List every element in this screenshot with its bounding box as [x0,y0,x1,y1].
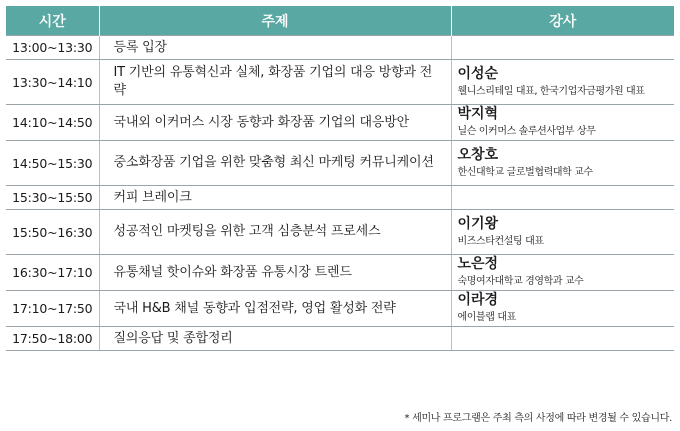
time-cell: 16:30~17:10 [6,255,99,291]
table-row [6,327,674,351]
header-speaker: 강사 [451,6,674,36]
table-header [6,6,674,36]
topic-cell: 등록 입장 [99,36,451,60]
topic-cell: 국내외 이커머스 시장 동향과 화장품 기업의 대응방안 [99,105,451,141]
header-topic: 주제 [99,6,451,36]
topic-cell: 국내 H&B 채널 동향과 입점전략, 영업 활성화 전략 [99,291,451,327]
time-cell: 15:30~15:50 [6,186,99,210]
table-row [6,36,674,60]
speaker-cell [451,36,674,60]
speaker-name: 이성순 [457,65,499,82]
table-row [6,255,674,291]
table-row [6,60,674,105]
speaker-affiliation: 닐슨 이커머스 솔루션사업부 상무 [457,126,596,137]
speaker-cell [451,60,674,105]
time-cell: 13:00~13:30 [6,36,99,60]
header-time: 시간 [6,6,99,36]
table-row [6,186,674,210]
speaker-name: 오창호 [457,146,499,163]
speaker-cell [451,327,674,351]
speaker-cell [451,186,674,210]
speaker-affiliation: 웰니스리테일 대표, 한국기업자금평가원 대표 [457,85,645,97]
speaker-cell [451,291,674,327]
table-row [6,141,674,186]
topic-cell: 중소화장품 기업을 위한 맞춤형 최신 마케팅 커뮤니케이션 [99,141,451,186]
speaker-affiliation: 숙명여자대학교 경영학과 교수 [457,276,584,287]
schedule-change-notice: * 세미나 프로그램은 주최 측의 사정에 따라 변경될 수 있습니다. [404,413,672,424]
speaker-affiliation: 한신대학교 글로벌협력대학 교수 [457,166,593,178]
table-row [6,105,674,141]
topic-cell: IT 기반의 유통혁신과 실체, 화장품 기업의 대응 방향과 전략 [99,60,451,105]
time-cell: 13:30~14:10 [6,60,99,105]
speaker-cell [451,210,674,255]
speaker-name: 이라경 [457,292,499,308]
speaker-cell [451,141,674,186]
table-row [6,210,674,255]
time-cell: 17:50~18:00 [6,327,99,351]
time-cell: 15:50~16:30 [6,210,99,255]
topic-cell: 질의응답 및 종합정리 [99,327,451,351]
speaker-name: 박지혁 [457,106,499,122]
speaker-affiliation: 에이블랩 대표 [457,312,516,323]
time-cell: 17:10~17:50 [6,291,99,327]
seminar-schedule-table [6,6,674,351]
table-row [6,291,674,327]
speaker-name: 이기왕 [457,215,499,232]
speaker-cell [451,255,674,291]
speaker-affiliation: 비즈스타컨설팅 대표 [457,235,544,247]
time-cell: 14:10~14:50 [6,105,99,141]
topic-cell: 유통채널 핫이슈와 화장품 유통시장 트렌드 [99,255,451,291]
speaker-name: 노은정 [457,256,499,272]
topic-cell: 커피 브레이크 [99,186,451,210]
speaker-cell [451,105,674,141]
table-body [6,36,674,351]
time-cell: 14:50~15:30 [6,141,99,186]
topic-cell: 성공적인 마켓팅을 위한 고객 심층분석 프로세스 [99,210,451,255]
header-row [6,6,674,36]
